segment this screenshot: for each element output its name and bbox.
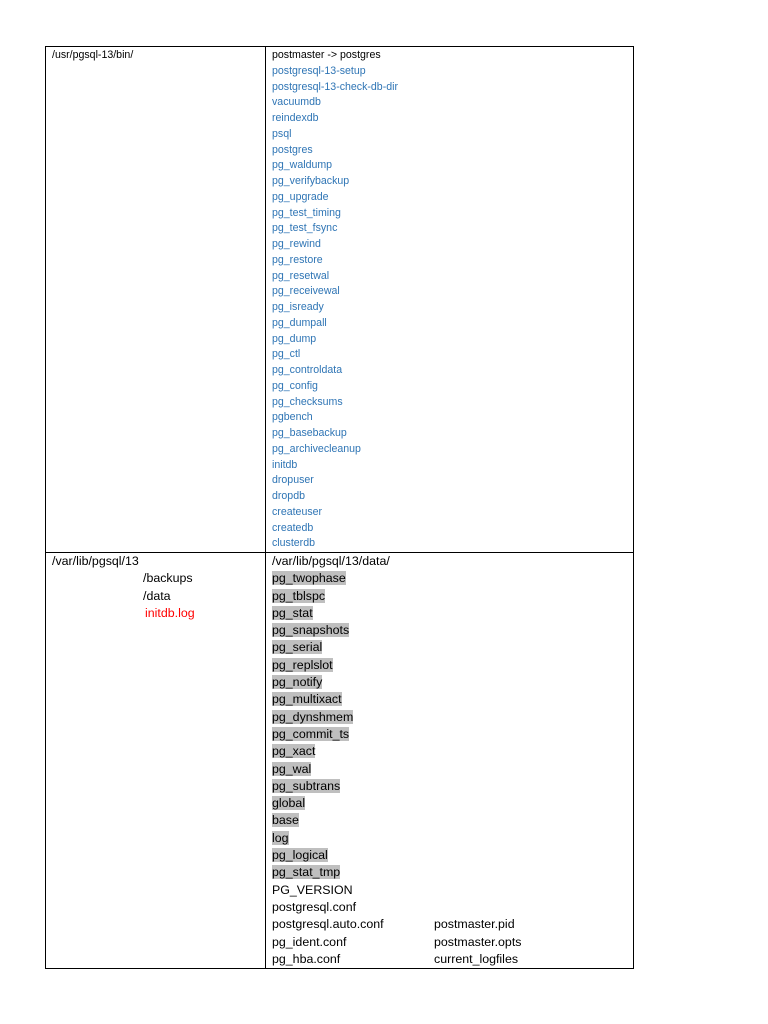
data-directory-item — [272, 761, 633, 778]
directory-name: base — [272, 813, 299, 828]
directory-name: pg_logical — [272, 848, 328, 863]
binary-item: pg_ctl — [272, 348, 301, 361]
data-dir-path: /var/lib/pgsql/13/data/ — [272, 554, 390, 568]
file-entry: postmaster.opts — [434, 934, 522, 949]
binary-item: pg_controldata — [272, 364, 343, 376]
data-row — [46, 553, 634, 969]
data-directory-item — [272, 639, 633, 656]
binary-item: pg_archivecleanup — [272, 442, 361, 455]
binary-item: pg_dumpall — [272, 316, 327, 329]
binary-item: pg_isready — [272, 301, 324, 313]
directory-name: global — [272, 796, 306, 811]
binary-item: postgres — [272, 143, 313, 156]
binary-item: pg_checksums — [272, 395, 343, 408]
data-directory-item — [272, 622, 633, 639]
data-subdir: /data — [143, 588, 171, 603]
directory-name: pg_xact — [272, 744, 316, 759]
bin-row — [46, 47, 634, 553]
binary-item: psql — [272, 127, 292, 140]
data-directory-item — [272, 830, 633, 847]
binary-item: initdb — [272, 458, 298, 471]
directory-name: pg_stat_tmp — [272, 865, 341, 880]
data-directory-item — [272, 588, 633, 605]
binary-item: pgbench — [272, 411, 313, 424]
bin-path: /usr/pgsql-13/bin/ — [52, 49, 134, 61]
bin-list-cell — [266, 47, 634, 553]
binary-item: reindexdb — [272, 112, 319, 124]
data-directory-item — [272, 795, 633, 812]
data-directory-item — [272, 726, 633, 743]
file-pair — [272, 916, 633, 933]
binary-item: dropuser — [272, 474, 314, 487]
data-root-cell — [46, 553, 266, 969]
initdb-log-file: initdb.log — [145, 605, 195, 620]
data-directory-item — [272, 743, 633, 760]
binary-item: createdb — [272, 521, 314, 534]
binary-item: pg_test_timing — [272, 206, 341, 219]
binary-item: postgresql-13-setup — [272, 64, 366, 77]
binary-item: pg_receivewal — [272, 285, 340, 298]
directory-name: pg_multixact — [272, 692, 342, 707]
binary-list — [272, 64, 633, 552]
directory-name: pg_commit_ts — [272, 726, 350, 741]
binary-item: pg_rewind — [272, 238, 321, 250]
file-entry: postgresql.auto.conf — [272, 917, 384, 932]
data-directory-item — [272, 812, 633, 829]
data-directory-list — [272, 570, 633, 881]
directory-name: pg_subtrans — [272, 778, 341, 793]
directory-name: pg_stat — [272, 605, 313, 620]
directory-table — [45, 46, 634, 969]
file-entry: postmaster.pid — [434, 917, 515, 932]
backups-subdir: /backups — [143, 571, 193, 586]
directory-name: log — [272, 830, 289, 845]
data-directory-item — [272, 570, 633, 587]
directory-name: pg_wal — [272, 761, 312, 776]
data-directory-item — [272, 691, 633, 708]
binary-item: pg_resetwal — [272, 269, 330, 282]
directory-name: pg_snapshots — [272, 623, 350, 638]
binary-item: vacuumdb — [272, 96, 321, 109]
binary-item: pg_test_fsync — [272, 222, 338, 235]
binary-item: postgresql-13-check-db-dir — [272, 80, 399, 93]
binary-item: pg_verifybackup — [272, 175, 350, 187]
data-directory-item — [272, 778, 633, 795]
file-entry: pg_hba.conf — [272, 951, 341, 966]
directory-name: pg_dynshmem — [272, 709, 354, 724]
directory-name: pg_twophase — [272, 571, 346, 586]
binary-item: pg_basebackup — [272, 427, 347, 439]
file-entry: postgresql.conf — [272, 899, 357, 914]
data-directory-item — [272, 709, 633, 726]
data-directory-item — [272, 657, 633, 674]
file-entry: PG_VERSION — [272, 882, 353, 897]
binary-item: clusterdb — [272, 537, 315, 550]
data-root-path: /var/lib/pgsql/13 — [52, 554, 139, 568]
data-contents-cell — [266, 553, 634, 969]
directory-name: pg_serial — [272, 640, 323, 655]
directory-name: pg_tblspc — [272, 588, 326, 603]
file-entry: current_logfiles — [434, 951, 519, 966]
data-directory-item — [272, 847, 633, 864]
binary-item: pg_waldump — [272, 159, 333, 172]
binary-item: pg_upgrade — [272, 190, 329, 203]
file-entry: pg_ident.conf — [272, 934, 347, 949]
postmaster-link-entry: postmaster -> postgres — [272, 49, 381, 61]
binary-item: pg_restore — [272, 253, 323, 266]
directory-name: pg_replslot — [272, 657, 333, 672]
file-pair — [272, 934, 633, 951]
binary-item: pg_dump — [272, 332, 317, 345]
binary-item: pg_config — [272, 379, 318, 392]
binary-item: dropdb — [272, 490, 305, 502]
bin-path-cell — [46, 47, 266, 553]
data-directory-item — [272, 864, 633, 881]
data-directory-item — [272, 674, 633, 691]
file-pair — [272, 951, 633, 968]
directory-name: pg_notify — [272, 675, 323, 690]
binary-item: createuser — [272, 505, 323, 518]
data-directory-item — [272, 605, 633, 622]
